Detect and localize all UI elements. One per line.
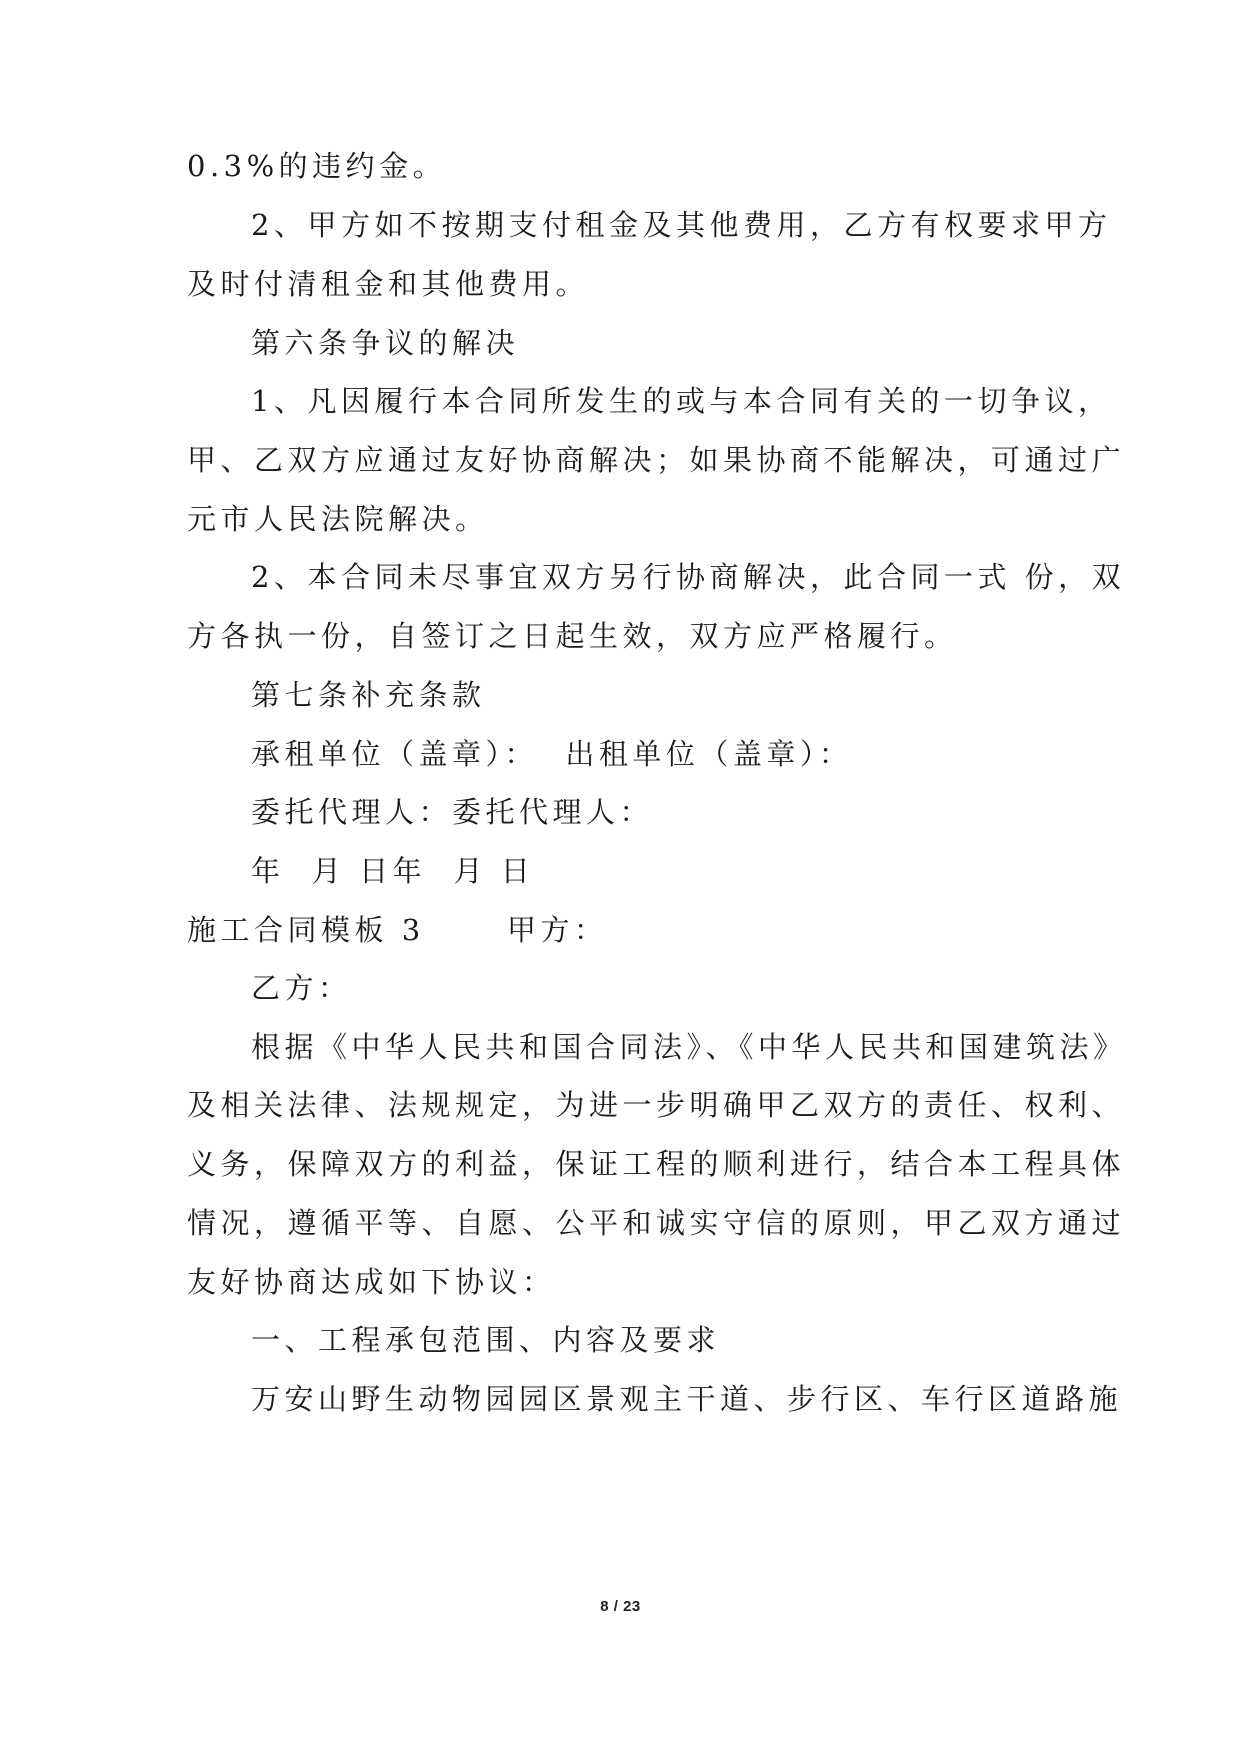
signature-line: 委托代理人：委托代理人： (251, 795, 654, 829)
section-heading: 第六条争议的解决 (251, 326, 520, 360)
date-line: 年 月 日年 月 日 (251, 854, 535, 888)
text-line: 根据《中华人民共和国合同法》、《中华人民共和国建筑法》 (251, 1030, 1127, 1064)
text-line: 1、凡因履行本合同所发生的或与本合同有关的一切争议， (251, 384, 1112, 418)
text-line: 及时付清租金和其他费用。 (187, 267, 590, 301)
text-line: 0.3%的违约金。 (187, 149, 447, 183)
page-number: 8 / 23 (600, 1598, 641, 1615)
signature-line: 承租单位（盖章）： 出租单位（盖章）： (251, 737, 853, 771)
template-title: 施工合同模板 3 甲方： (187, 913, 608, 947)
text-line: 义务，保障双方的利益，保证工程的顺利进行，结合本工程具体 (187, 1147, 1126, 1181)
text-line: 元市人民法院解决。 (187, 502, 489, 536)
section-heading: 第七条补充条款 (251, 678, 486, 712)
text-line: 2、甲方如不按期支付租金及其他费用，乙方有权要求甲方 (251, 208, 1112, 242)
text-line: 及相关法律、法规规定，为进一步明确甲乙双方的责任、权利、 (187, 1088, 1126, 1122)
text-line: 万安山野生动物园园区景观主干道、步行区、车行区道路施 (251, 1382, 1123, 1416)
section-heading: 一、工程承包范围、内容及要求 (251, 1323, 721, 1357)
text-line: 方各执一份，自签订之日起生效，双方应严格履行。 (187, 619, 958, 653)
text-line: 情况，遵循平等、自愿、公平和诚实守信的原则，甲乙双方通过 (187, 1206, 1126, 1240)
text-line: 乙方： (251, 971, 352, 1005)
text-line: 2、本合同未尽事宜双方另行协商解决，此合同一式 份，双 (251, 560, 1126, 594)
text-line: 友好协商达成如下协议： (187, 1265, 556, 1299)
text-line: 甲、乙双方应通过友好协商解决；如果协商不能解决，可通过广 (187, 443, 1126, 477)
